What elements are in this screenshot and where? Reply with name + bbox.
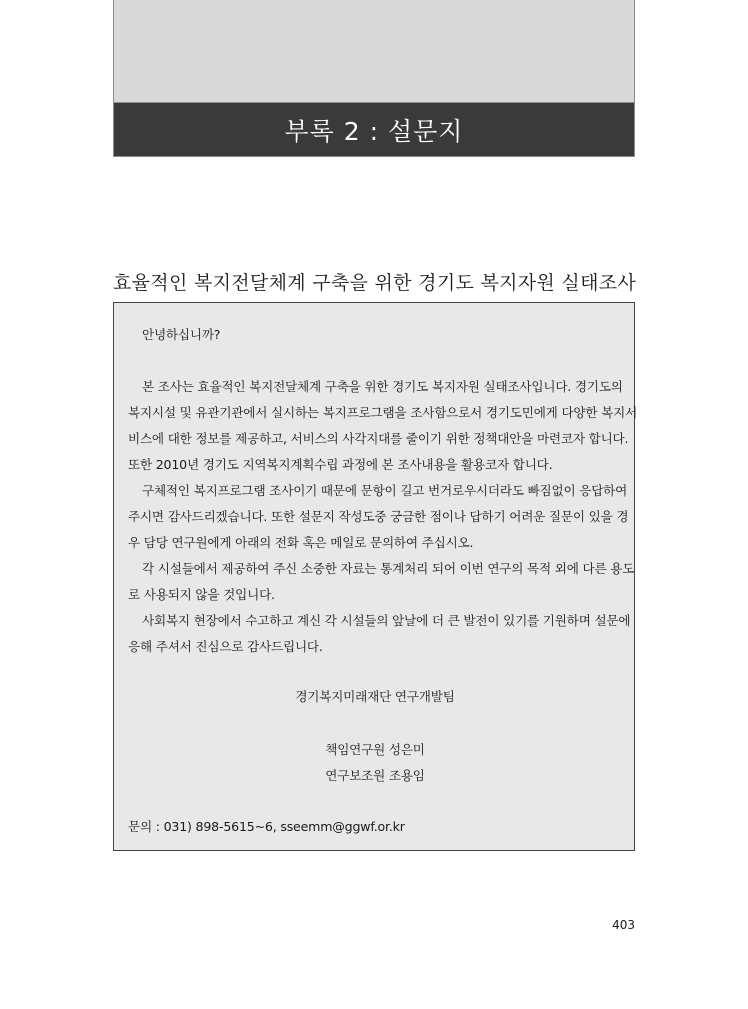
survey-title: 효율적인 복지전달체계 구축을 위한 경기도 복지자원 실태조사 (113, 272, 637, 294)
lead-researcher: 책임연구원 성은미 (325, 742, 425, 757)
appendix-header (113, 0, 635, 157)
paragraph-line: 구체적인 복지프로그램 조사이기 때문에 문항이 길고 번거로우시더라도 빠짐없이 응답하여 (142, 483, 628, 498)
page-number: 403 (612, 918, 635, 932)
paragraph-line: 응해 주셔서 진심으로 감사드립니다. (128, 639, 323, 654)
paragraph-line: 로 사용되지 않을 것입니다. (128, 587, 275, 602)
paragraph-line: 각 시설들에서 제공하여 주신 소중한 자료는 통계처리 되어 이번 연구의 목적 외에 다른 용도 (142, 561, 635, 576)
paragraph-line: 본 조사는 효율적인 복지전달체계 구축을 위한 경기도 복지자원 실태조사입니다. 경기도의 (142, 379, 623, 394)
appendix-header-band (114, 102, 634, 156)
paragraph-line: 복지시설 및 유관기관에서 실시하는 복지프로그램을 조사함으로서 경기도민에게 다양한 복지서 (128, 405, 638, 420)
contact-info: 문의 : 031) 898-5615~6, sseemm@ggwf.or.kr (128, 819, 405, 834)
paragraph-line: 우 담당 연구원에게 아래의 전화 혹은 메일로 문의하여 주십시오. (128, 535, 474, 550)
paragraph-line: 사회복지 현장에서 수고하고 계신 각 시설들의 앞날에 더 큰 발전이 있기를 기원하며 설문에 (142, 613, 631, 628)
organization-name: 경기복지미래재단 연구개발팀 (295, 689, 455, 704)
greeting: 안녕하십니까? (142, 327, 221, 342)
paragraph-line: 또한 2010년 경기도 지역복지계획수립 과정에 본 조사내용을 활용코자 합니다. (128, 457, 553, 472)
paragraph-line: 비스에 대한 정보를 제공하고, 서비스의 사각지대를 줄이기 위한 정책대안을 마련코자 합니다. (128, 431, 629, 446)
appendix-title: 부록 2 : 설문지 (284, 116, 464, 146)
paragraph-line: 주시면 감사드리겠습니다. 또한 설문지 작성도중 궁금한 점이나 답하기 어려운 질문이 있을 경 (128, 509, 629, 524)
assistant-researcher: 연구보조원 조용임 (325, 768, 425, 783)
